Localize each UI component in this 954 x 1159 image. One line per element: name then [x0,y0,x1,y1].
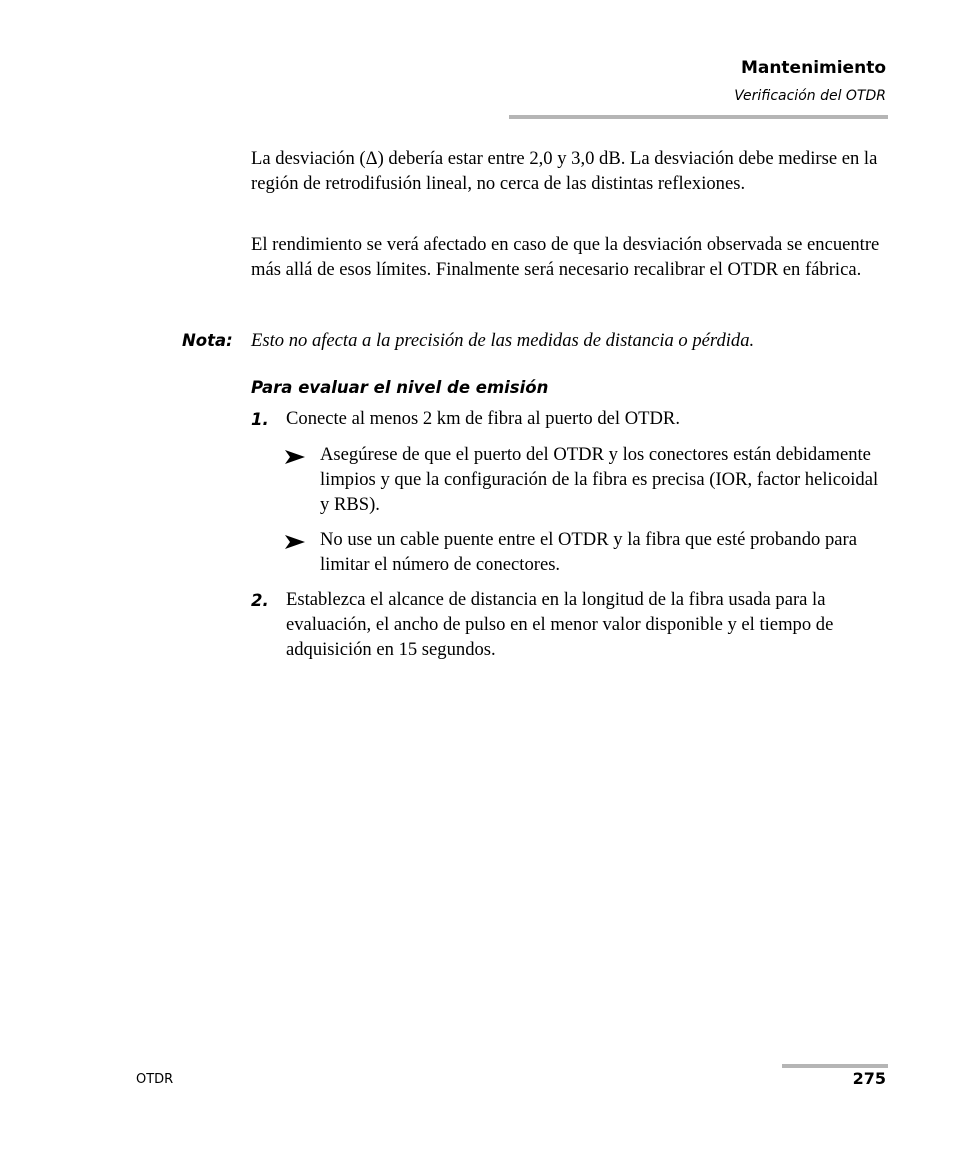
note-label: Nota: [182,331,233,350]
paragraph-deviation: La desviación (Δ) debería estar entre 2,0 y 3,0 dB. La desviación debe medirse en la región de retrodifusión lineal, no cerca de las distintas reflexiones. [251,148,878,194]
bullet-item: No use un cable puente entre el OTDR y la fibra que esté probando para limitar el número de conectores. [320,529,857,575]
footer-rule [782,1064,888,1068]
chapter-title: Mantenimiento [740,58,886,78]
page-number: 275 [852,1069,886,1088]
arrow-bullet-icon [284,449,306,465]
note-text: Esto no afecta a la precisión de las medidas de distancia o pérdida. [251,330,755,351]
step-number: 1. [251,410,269,429]
header-rule [509,115,888,119]
section-title: Verificación del OTDR [734,88,886,104]
procedure-title: Para evaluar el nivel de emisión [251,378,549,397]
step-number: 2. [251,591,269,610]
paragraph-performance: El rendimiento se verá afectado en caso de que la desviación observada se encuentre más allá de esos límites. Finalmente será necesario recalibrar el OTDR en fábrica. [251,234,880,280]
footer-product-name: OTDR [136,1072,174,1087]
arrow-bullet-icon [284,534,306,550]
bullet-item: Asegúrese de que el puerto del OTDR y los conectores están debidamente limpios y que la configuración de la fibra es precisa (IOR, factor helicoidal y RBS). [320,444,879,515]
step-text: Establezca el alcance de distancia en la longitud de la fibra usada para la evaluación, el ancho de pulso en el menor valor disponible y el tiempo de adquisición en 15 segundos. [286,589,834,660]
step-text: Conecte al menos 2 km de fibra al puerto del OTDR. [286,408,680,429]
